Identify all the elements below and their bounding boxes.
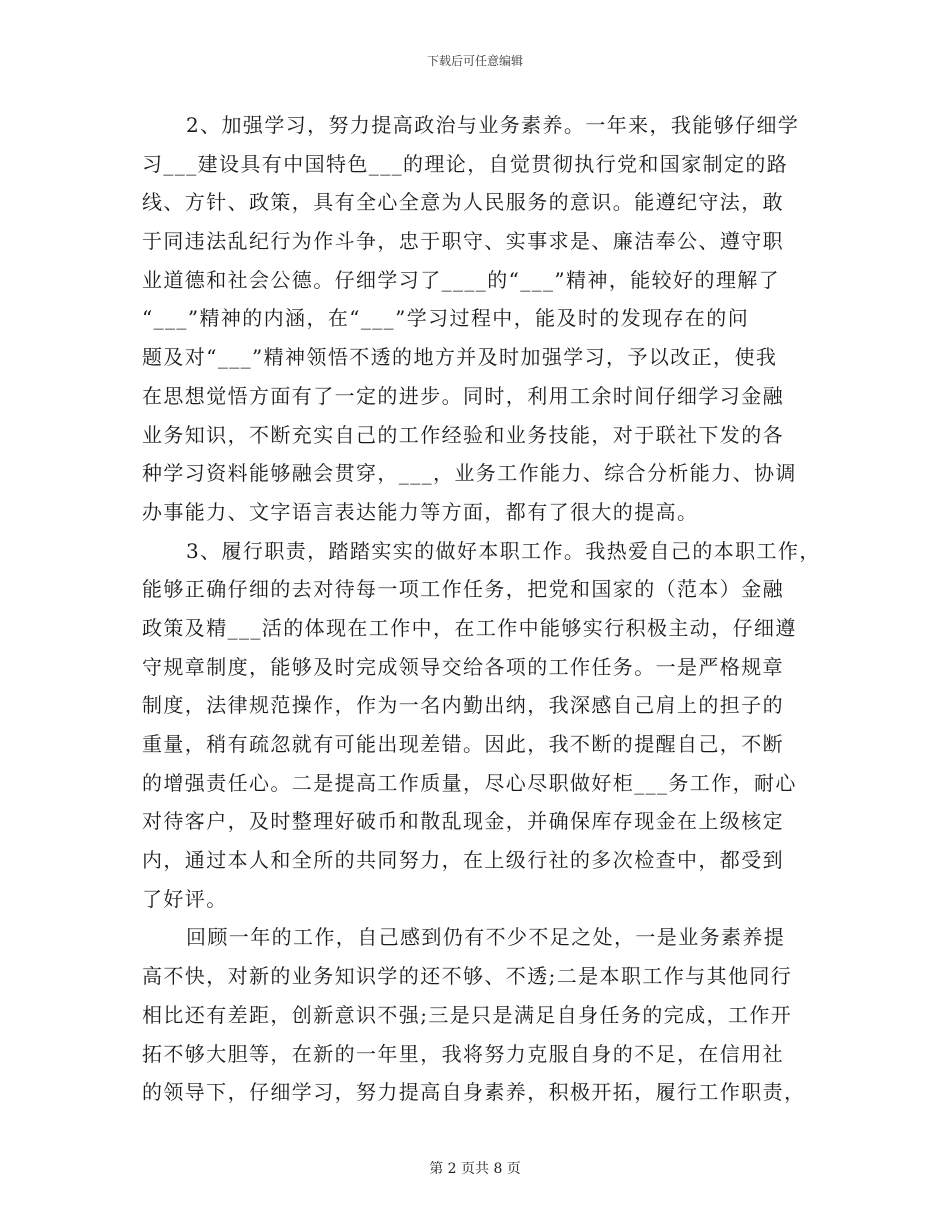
text-line: 的领导下，仔细学习，努力提高自身素养，积极开拓，履行工作职责，: [142, 1080, 806, 1105]
text-line: 2、加强学习，努力提高政治与业务素养。一年来，我能够仔细学: [186, 113, 800, 137]
text-line: 了好评。: [142, 886, 228, 911]
page-header-note: 下载后可任意编辑: [426, 54, 523, 68]
text-line: 重量，稍有疏忽就有可能出现差错。因此，我不断的提醒自己，不断: [142, 732, 784, 756]
text-line: 相比还有差距，创新意识不强;三是只是满足自身任务的完成，工作开: [142, 1002, 793, 1027]
text-line: 于同违法乱纪行为作斗争，忠于职守、实事求是、廉洁奉公、遵守职: [142, 229, 784, 254]
text-line: 种学习资料能够融会贯穿，___，业务工作能力、综合分析能力、协调: [142, 461, 797, 486]
text-line: 高不快，对新的业务知识学的还不够、不透;二是本职工作与其他同行: [142, 964, 793, 989]
text-line: 办事能力、文字语言表达能力等方面，都有了很大的提高。: [142, 499, 699, 524]
text-line: 业务知识，不断充实自己的工作经验和业务技能，对于联社下发的各: [142, 422, 784, 447]
text-line: 线、方针、政策，具有全心全意为人民服务的意识。能遵纪守法，敢: [142, 190, 784, 215]
text-line: 3、履行职责，踏踏实实的做好本职工作。我热爱自己的本职工作，: [186, 538, 821, 563]
text-line: 题及对“___”精神领悟不透的地方并及时加强学习，予以改正，使我: [142, 345, 778, 370]
paragraph-duties: [142, 532, 822, 919]
text-line: 的增强责任心。二是提高工作质量，尽心尽职做好柜___务工作，耐心: [142, 770, 797, 795]
text-line: 守规章制度，能够及时完成领导交给各项的工作任务。一是严格规章: [142, 654, 784, 679]
text-line: 在思想觉悟方面有了一定的进步。同时，利用工余时间仔细学习金融: [142, 383, 784, 408]
document-body: [142, 106, 822, 1112]
text-line: 能够正确仔细的去对待每一项工作任务，把党和国家的（范本）金融: [142, 577, 784, 602]
text-line: 政策及精___活的体现在工作中，在工作中能够实行积极主动，仔细遵: [142, 615, 797, 640]
paragraph-review: [142, 918, 822, 1111]
text-line: 内，通过本人和全所的共同努力，在上级行社的多次检查中，都受到: [142, 848, 784, 873]
paragraph-study: [142, 106, 822, 532]
page-number-footer: 第 2 页共 8 页: [429, 1161, 521, 1177]
text-line: “___”精神的内涵，在“___”学习过程中，能及时的发现存在的问: [142, 306, 750, 331]
text-line: 制度，法律规范操作，作为一名内勤出纳，我深感自己肩上的担子的: [142, 693, 784, 718]
text-line: 对待客户，及时整理好破币和散乱现金，并确保库存现金在上级核定: [142, 809, 784, 834]
text-line: 拓不够大胆等，在新的一年里，我将努力克服自身的不足，在信用社: [142, 1041, 784, 1066]
text-line: 习___建设具有中国特色___的理论，自觉贯彻执行党和国家制定的路: [142, 151, 789, 176]
text-line: 回顾一年的工作，自己感到仍有不少不足之处，一是业务素养提: [186, 925, 786, 950]
text-line: 业道德和社会公德。仔细学习了____的“___”精神，能较好的理解了: [142, 267, 781, 292]
